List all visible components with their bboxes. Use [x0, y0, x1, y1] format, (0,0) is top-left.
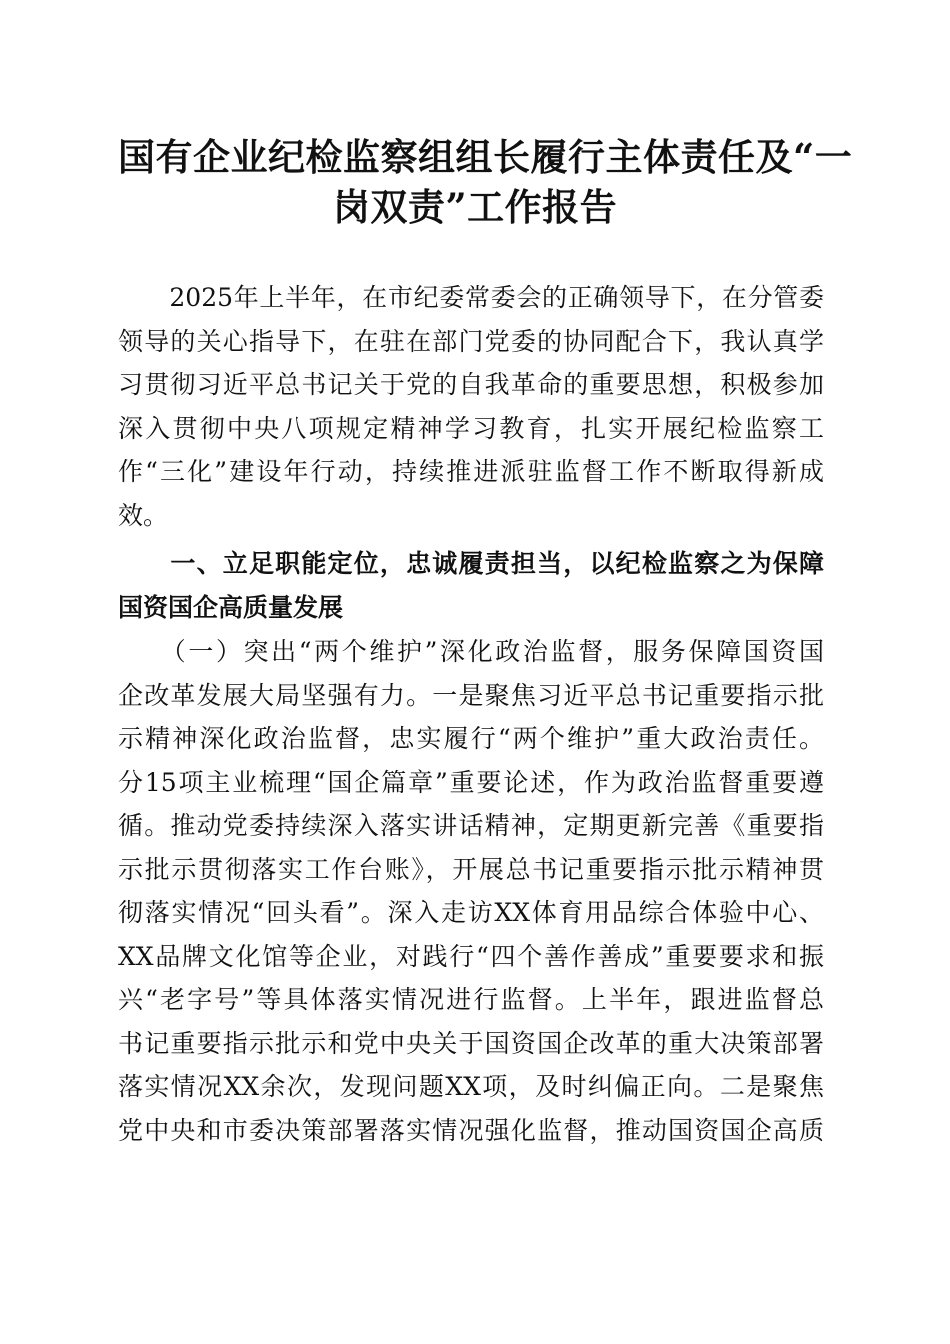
text-line: 习贯彻习近平总书记关于党的自我革命的重要思想，积极参加 [118, 370, 824, 399]
subsection-paragraph [118, 630, 824, 1152]
heading-line: 国资国企高质量发展 [118, 592, 344, 622]
text-line: 彻落实情况“回头看”。深入走访XX体育用品综合体验中心、 [118, 898, 824, 927]
document-title [118, 132, 853, 232]
text-line: 2025年上半年，在市纪委常委会的正确领导下，在分管委 [118, 283, 824, 312]
section-heading [118, 542, 824, 629]
text-line: 效。 [118, 500, 169, 530]
text-line: 领导的关心指导下，在驻在部门党委的协同配合下，我认真学 [118, 326, 824, 356]
text-line: 兴“老字号”等具体落实情况进行监督。上半年，跟进监督总 [118, 985, 824, 1014]
title-line: 岗双责”工作报告 [332, 185, 618, 229]
text-line: 深入贯彻中央八项规定精神学习教育，扎实开展纪检监察工 [118, 413, 824, 443]
title-line: 国有企业纪检监察组组长履行主体责任及“一 [118, 135, 853, 179]
text-line: XX品牌文化馆等企业，对践行“四个善作善成”重要要求和振 [118, 941, 824, 971]
intro-paragraph [118, 276, 824, 537]
text-line: 示批示贯彻落实工作台账》，开展总书记重要指示批示精神贯 [118, 854, 824, 884]
heading-line: 一、立足职能定位，忠诚履责担当，以纪检监察之为保障 [118, 549, 824, 578]
text-line: 书记重要指示批示和党中央关于国资国企改革的重大决策部署 [118, 1028, 824, 1058]
text-line: 落实情况XX余次，发现问题XX项，及时纠偏正向。二是聚焦 [118, 1072, 824, 1101]
text-line: 示精神深化政治监督，忠实履行“两个维护”重大政治责任。 [118, 724, 824, 753]
text-line: 作“三化”建设年行动，持续推进派驻监督工作不断取得新成 [118, 457, 824, 486]
text-line: （一）突出“两个维护”深化政治监督，服务保障国资国 [118, 637, 824, 666]
text-line: 分15项主业梳理“国企篇章”重要论述，作为政治监督重要遵 [118, 767, 824, 797]
text-line: 企改革发展大局坚强有力。一是聚焦习近平总书记重要指示批 [118, 680, 824, 710]
text-line: 党中央和市委决策部署落实情况强化监督，推动国资国企高质 [118, 1115, 824, 1145]
text-line: 循。推动党委持续深入落实讲话精神，定期更新完善《重要指 [118, 811, 824, 840]
